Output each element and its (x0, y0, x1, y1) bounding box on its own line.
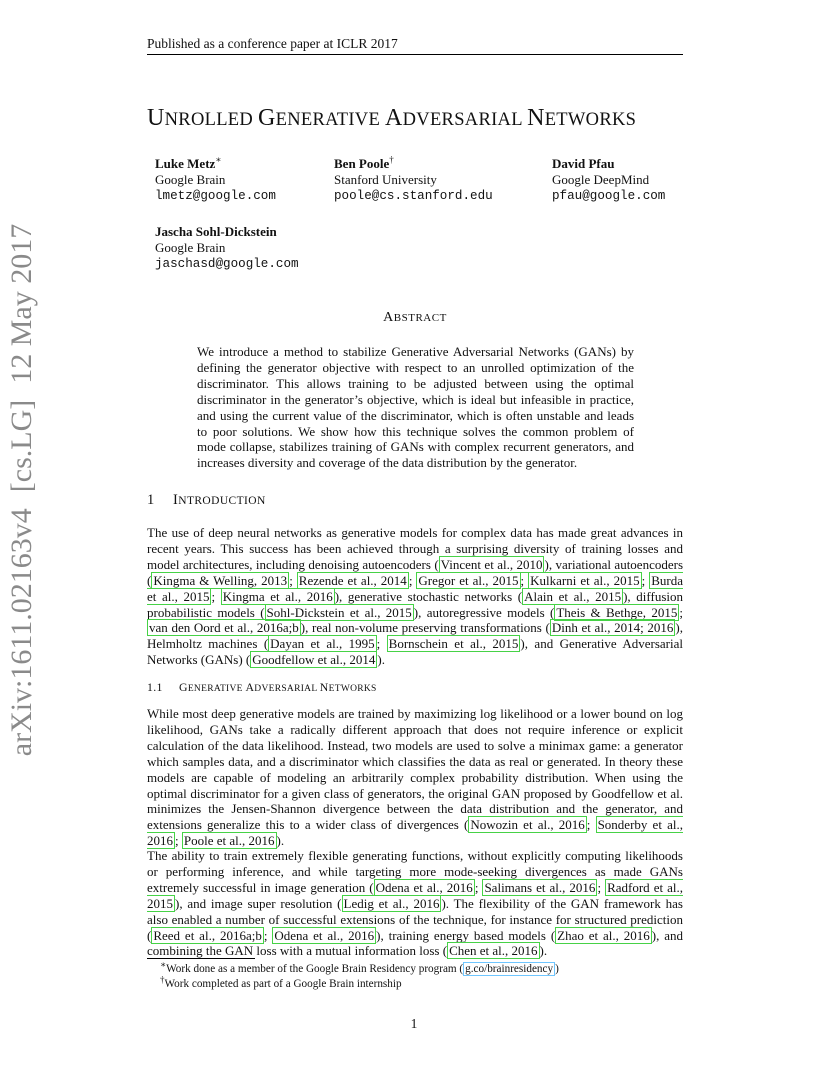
citation-link[interactable]: Kulkarni et al., 2015 (530, 572, 640, 588)
citation-link[interactable]: Radford et al., 2015 (147, 879, 683, 911)
citation-link[interactable]: Poole et al., 2016 (183, 833, 275, 849)
citation-link[interactable]: Vincent et al., 2010 (440, 556, 543, 572)
footnote: †Work completed as part of a Google Brain internship (160, 974, 402, 990)
author-affiliation: Google Brain (155, 240, 226, 255)
author-block (552, 156, 665, 204)
citation-link[interactable]: Kingma et al., 2016 (222, 588, 333, 604)
author-name: Ben Poole (334, 156, 390, 171)
footnote: ∗Work done as a member of the Google Brain Residency program ( g.co/brainresidency ) (160, 959, 559, 975)
citation-link[interactable]: Sohl-Dickstein et al., 2015 (266, 604, 412, 620)
gan-paragraph: While most deep generative models are trained by maximizing log likelihood or a lower bound on log likelihood, GANs take a radically different approach that does not require inference or explicit calculation of the data likelihood. Instead, two models are used to solve a minimax game: a generator which samples data, and a discriminator which classifies the data as real or generated. In theory these models are capable of modeling an arbitrarily complex probability distribution. When using the optimal discriminator for a given class of generators, the original GAN proposed by Goodfellow et al. minimizes the Jensen-Shannon divergence between the data distribution and the generator, and extensions generalize this to a wider class of divergences ( Nowozin et al., 2016 ; Sonderby et al., 2016 ; Poole et al., 2016 ). (147, 706, 683, 849)
citation-link[interactable]: Ledig et al., 2016 (343, 895, 440, 911)
abstract-heading: ABSTRACT (383, 310, 447, 325)
author-affiliation: Google Brain (155, 172, 226, 187)
citation-link[interactable]: Goodfellow et al., 2014 (252, 652, 376, 668)
paper-title: UNROLLED GENERATIVE ADVERSARIAL NETWORKS (147, 105, 637, 131)
citation-link[interactable]: Nowozin et al., 2016 (470, 817, 585, 833)
citation-link[interactable]: Dayan et al., 1995 (270, 636, 375, 652)
citation-link[interactable]: Kingma & Welling, 2013 (153, 572, 288, 588)
page-number: 1 (410, 1016, 418, 1031)
citation-link[interactable]: Burda et al., 2015 (147, 572, 683, 604)
footnote-mark: ∗ (215, 154, 222, 165)
author-email[interactable]: lmetz@google.com (155, 189, 276, 203)
header-rule (147, 54, 683, 55)
citation-link[interactable]: van den Oord et al., 2016a;b (149, 620, 299, 636)
citation-link[interactable]: Reed et al., 2016a;b (153, 927, 262, 943)
citation-link[interactable]: Rezende et al., 2014 (298, 572, 407, 588)
author-name: Jascha Sohl-Dickstein (155, 224, 277, 239)
section-heading: 1 INTRODUCTION (147, 492, 266, 508)
author-block (334, 156, 493, 204)
citation-link[interactable]: Bornschein et al., 2015 (388, 636, 519, 652)
running-header: Published as a conference paper at ICLR 2017 (147, 36, 398, 51)
citation-link[interactable]: Salimans et al., 2016 (484, 879, 596, 895)
subsection-heading: 1.1 GENERATIVE ADVERSARIAL NETWORKS (147, 680, 377, 694)
citation-link[interactable]: Odena et al., 2016 (274, 927, 375, 943)
intro-paragraph: The use of deep neural networks as generative models for complex data has made great advances in recent years. This success has been achieved through a surprising diversity of training losses and model architectures, including denoising autoencoders ( Vincent et al., 2010 ), variational autoencoders ( Kingma & Welling, 2013 ; Rezende et al., 2014 ; Gregor et al., 2015 ; Kulkarni et al., 2015 ; Burda et al., 2015 ; Kingma et al., 2016 ), generative stochastic networks ( Alain et al., 2015 ), diffusion probabilistic models ( Sohl-Dickstein et al., 2015 ), autoregressive models ( Theis & Bethge, 2015 ; van den Oord et al., 2016a;b ), real non-volume preserving transformations ( Dinh et al., 2014; 2016 ), Helmholtz machines ( Dayan et al., 1995 ; Bornschein et al., 2015 ), and Generative Adversarial Networks (GANs) ( Goodfellow et al., 2014 ). (147, 525, 684, 668)
citation-link[interactable]: Odena et al., 2016 (375, 879, 473, 895)
author-name: David Pfau (552, 156, 615, 171)
abstract-text: We introduce a method to stabilize Generative Adversarial Networks (GANs) by defining the generator objective with respect to an unrolled optimization of the discriminator. This allows training to be adjusted between using the optimal discriminator in the generator’s objective, which is ideal but infeasible in practice, and using the current value of the discriminator, which is often unstable and leads to poor solutions. We show how this technique solves the common problem of mode collapse, stabilizes training of GANs with complex recurrent generators, and increases diversity and coverage of the data distribution by the generator. (197, 344, 634, 471)
author-name: Luke Metz (155, 156, 216, 171)
footnote-mark: † (389, 154, 394, 165)
citation-link[interactable]: Alain et al., 2015 (524, 588, 622, 604)
citation-link[interactable]: Gregor et al., 2015 (418, 572, 519, 588)
citation-link[interactable]: Zhao et al., 2016 (557, 927, 650, 943)
author-affiliation: Stanford University (334, 172, 437, 187)
citation-link[interactable]: Theis & Bethge, 2015 (556, 604, 678, 620)
author-email[interactable]: pfau@google.com (552, 189, 666, 203)
residency-link[interactable]: g.co/brainresidency (465, 963, 554, 975)
arxiv-stamp: arXiv:1611.02163v4[cs.LG]12 May 2017 (5, 223, 38, 757)
author-block (155, 224, 299, 272)
citation-link[interactable]: Chen et al., 2016 (449, 943, 538, 959)
author-email[interactable]: poole@cs.stanford.edu (334, 189, 493, 203)
citation-link[interactable]: Dinh et al., 2014; 2016 (551, 620, 674, 636)
author-block (155, 156, 276, 204)
citation-link[interactable]: Sonderby et al., 2016 (147, 817, 683, 849)
author-affiliation: Google DeepMind (552, 172, 650, 187)
ability-paragraph: The ability to train extremely flexible generating functions, without explicitly computing likelihoods or performing inference, and while targeting more mode-seeking divergences as made GANs extremely successful in image generation ( Odena et al., 2016 ; Salimans et al., 2016 ; Radford et al., 2015 ), and image super resolution ( Ledig et al., 2016 ). The flexibility of the GAN framework has also enabled a number of successful extensions of the technique, for instance for structured prediction ( Reed et al., 2016a;b ; Odena et al., 2016 ), training energy based models ( Zhao et al., 2016 ), and combining the GAN loss with a mutual information loss ( Chen et al., 2016 ). (147, 848, 683, 959)
author-email[interactable]: jaschasd@google.com (155, 257, 299, 271)
